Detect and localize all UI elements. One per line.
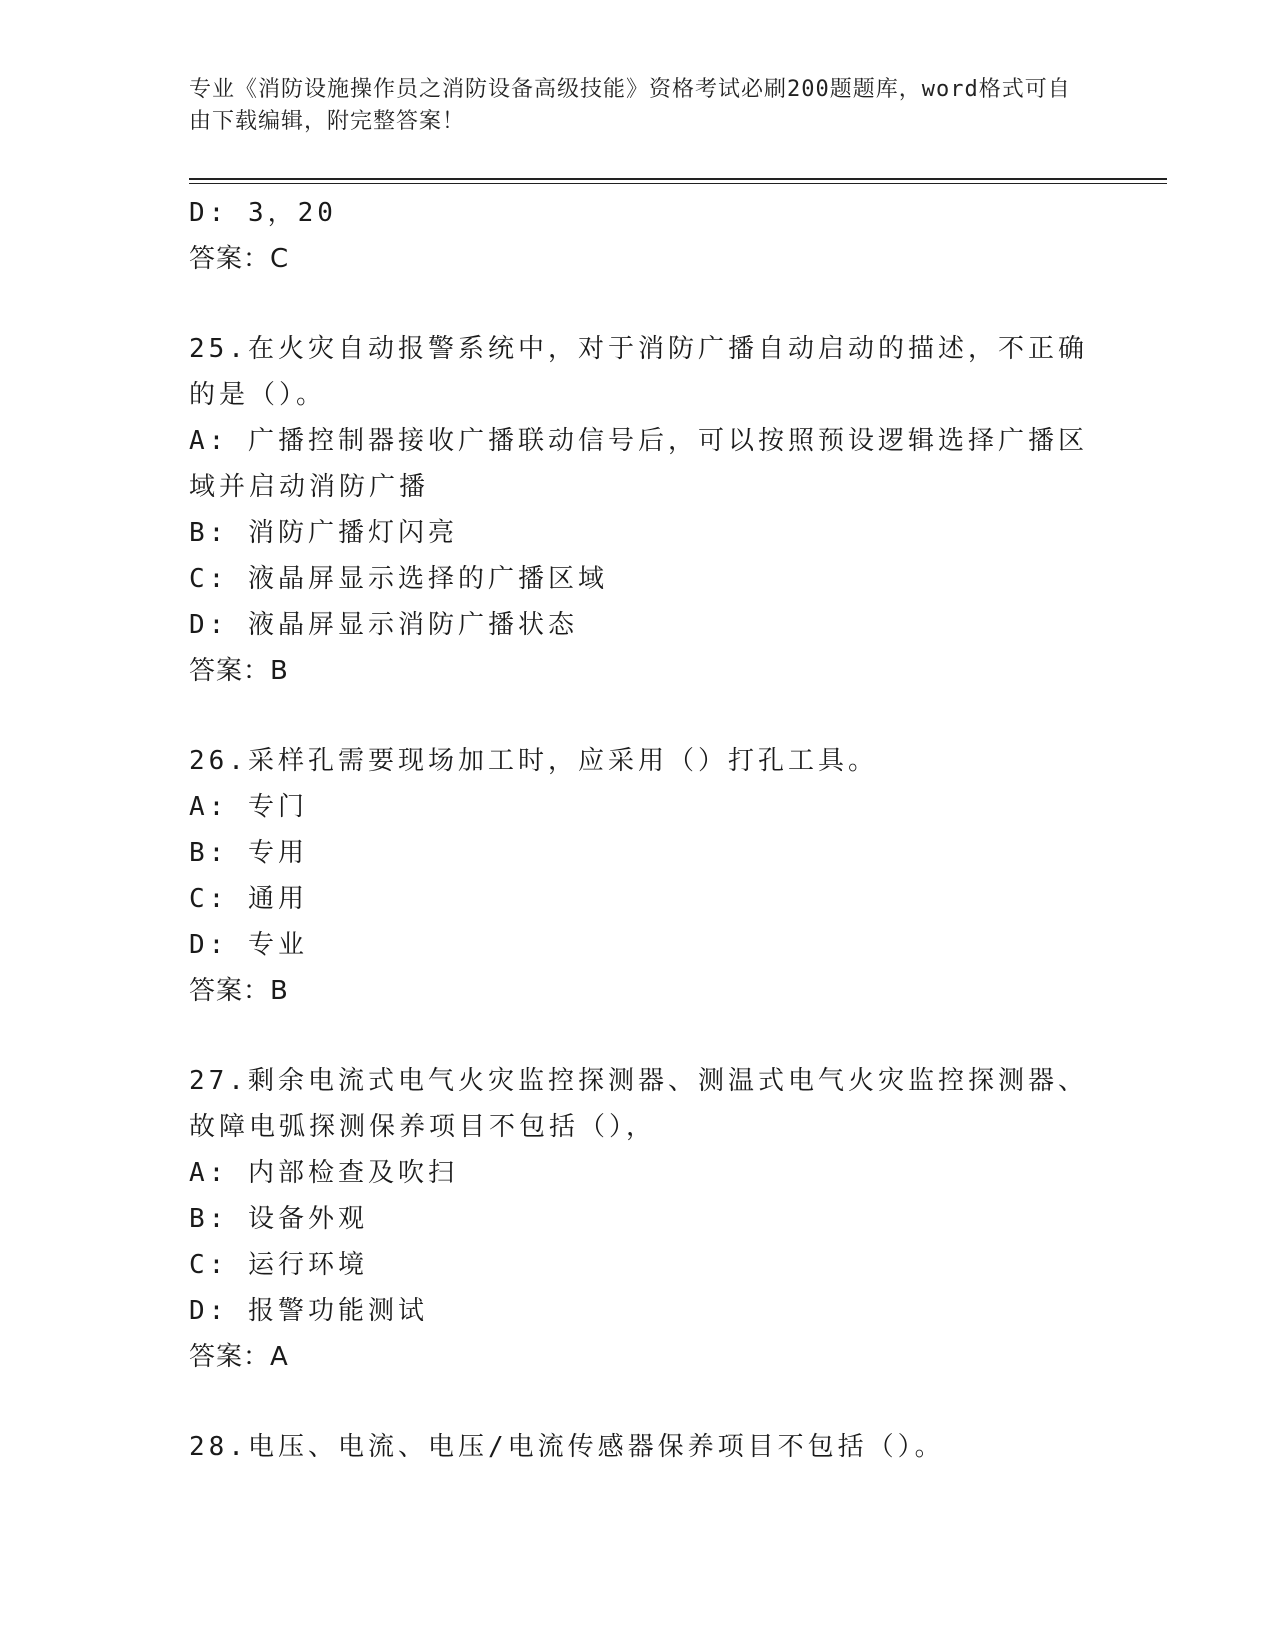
option-b: B: 消防广播灯闪亮	[189, 518, 458, 548]
question-stem: 28.电压、电流、电压/电流传感器保养项目不包括（）。	[189, 1432, 945, 1462]
option-b: B: 设备外观	[189, 1204, 368, 1234]
question-28	[189, 1424, 1089, 1470]
question-25	[189, 326, 1089, 694]
option-d: D: 液晶屏显示消防广播状态	[189, 610, 578, 640]
question-26	[189, 738, 1089, 1014]
prev-answer: 答案：C	[189, 244, 290, 274]
header-divider-thin	[189, 183, 1167, 184]
header-divider-thick	[189, 178, 1167, 180]
option-c: C: 通用	[189, 884, 308, 914]
question-content	[189, 190, 1089, 1470]
answer: 答案：B	[189, 656, 289, 686]
option-c: C: 液晶屏显示选择的广播区域	[189, 564, 608, 594]
question-stem: 27.剩余电流式电气火灾监控探测器、测温式电气火灾监控探测器、故障电弧探测保养项目不包括（），	[189, 1066, 1088, 1142]
option-a: A: 内部检查及吹扫	[189, 1158, 458, 1188]
prev-option-d: D: 3，20	[189, 198, 337, 228]
document-header: 专业《消防设施操作员之消防设备高级技能》资格考试必刷200题题库，word格式可自由下载编辑，附完整答案！	[189, 77, 1071, 134]
option-c: C: 运行环境	[189, 1250, 368, 1280]
option-d: D: 专业	[189, 930, 308, 960]
option-b: B: 专用	[189, 838, 308, 868]
option-d: D: 报警功能测试	[189, 1296, 428, 1326]
option-a: A: 广播控制器接收广播联动信号后，可以按照预设逻辑选择广播区域并启动消防广播	[189, 426, 1088, 502]
question-stem: 26.采样孔需要现场加工时，应采用（）打孔工具。	[189, 746, 878, 776]
option-a: A: 专门	[189, 792, 308, 822]
answer: 答案：A	[189, 1342, 289, 1372]
question-stem: 25.在火灾自动报警系统中，对于消防广播自动启动的描述，不正确的是（）。	[189, 334, 1088, 410]
answer: 答案：B	[189, 976, 289, 1006]
question-27	[189, 1058, 1089, 1380]
